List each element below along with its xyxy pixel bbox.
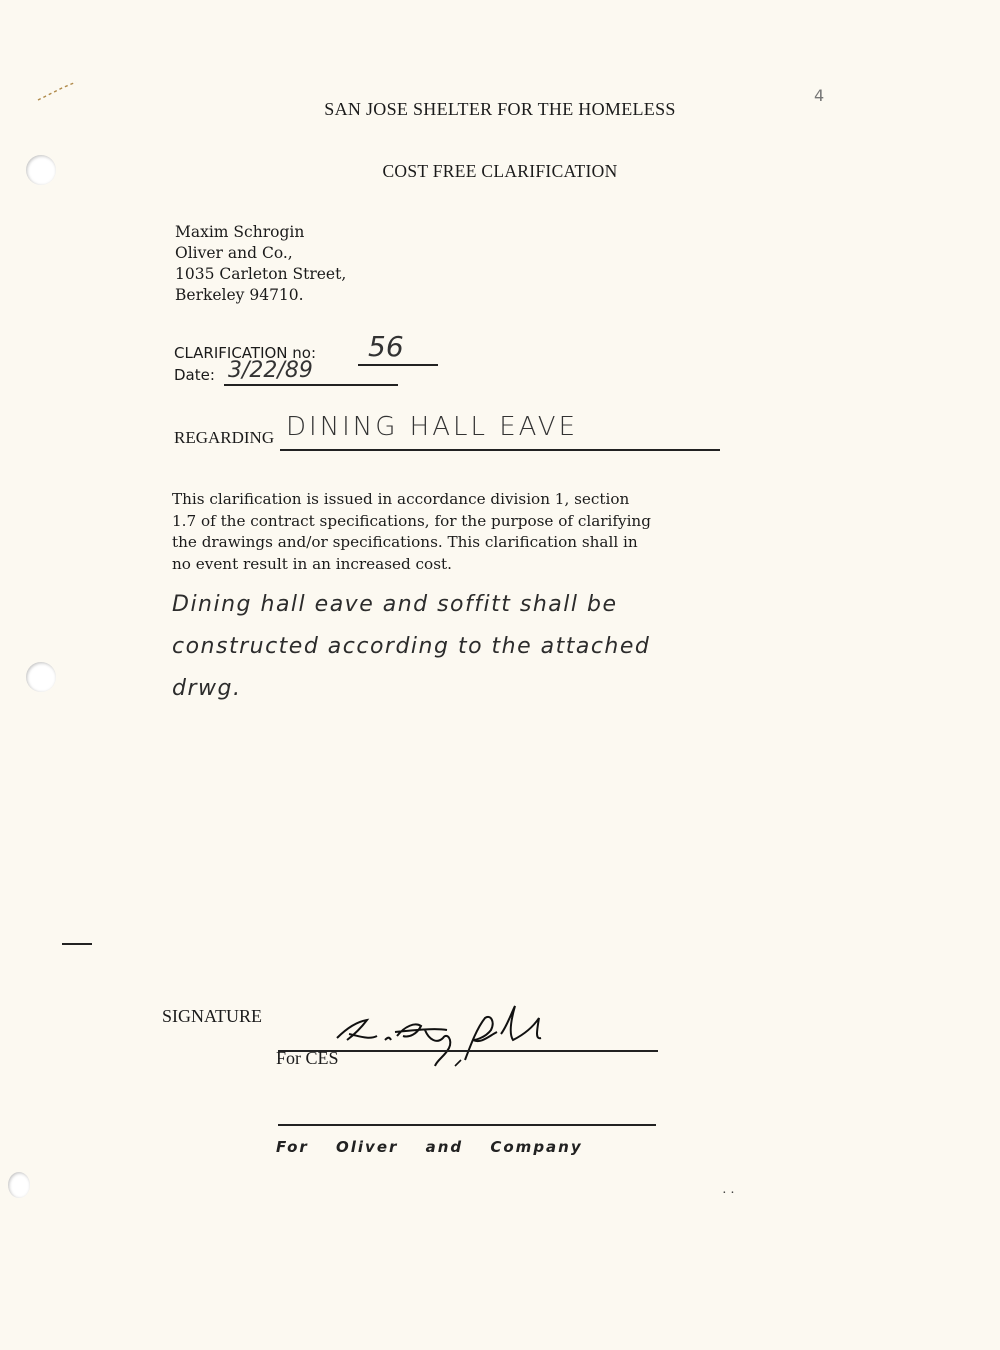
handwritten-line: drwg. [172, 676, 242, 701]
margin-dash [62, 943, 92, 945]
regarding-label: REGARDING [174, 428, 275, 447]
ces-signature [325, 1000, 565, 1070]
oliver-signature-line [278, 1124, 656, 1126]
for-oliver-label: For Oliver and Company [276, 1138, 583, 1156]
statement-line: no event result in an increased cost. [172, 554, 452, 573]
page-number-mark: 4 [814, 86, 825, 105]
handwritten-line: Dining hall eave and soffitt shall be [172, 592, 618, 617]
clarification-number-value: 56 [368, 330, 404, 363]
organization-title: SAN JOSE SHELTER FOR THE HOMELESS [324, 99, 676, 119]
for-ces-label: For CES [276, 1048, 339, 1068]
recipient-name: Maxim Schrogin [175, 223, 305, 241]
date-line [224, 384, 398, 386]
form-title: COST FREE CLARIFICATION [382, 161, 618, 181]
handwritten-note [172, 584, 650, 710]
clarification-number-line [358, 364, 438, 366]
statement-line: 1.7 of the contract specifications, for the purpose of clarifying [172, 511, 651, 530]
recipient-street: 1035 Carleton Street, [175, 265, 347, 283]
date-label: Date: [174, 366, 215, 384]
recipient-city: Berkeley 94710. [175, 286, 304, 304]
regarding-value: DINING HALL EAVE [286, 412, 579, 442]
signature-label: SIGNATURE [162, 1006, 263, 1026]
regarding-line [280, 449, 720, 451]
clarification-number-label: CLARIFICATION no: [174, 344, 317, 362]
clarification-statement [172, 489, 792, 575]
handwritten-line: constructed according to the attached [172, 634, 651, 659]
stray-dots: · · [722, 1186, 735, 1201]
binder-hole-middle [26, 662, 56, 692]
date-value: 3/22/89 [228, 358, 313, 383]
binder-hole-bottom [8, 1172, 30, 1198]
recipient-company: Oliver and Co., [175, 244, 293, 262]
recipient-address [175, 222, 346, 306]
statement-line: This clarification is issued in accordance division 1, section [172, 490, 630, 508]
statement-line: the drawings and/or specifications. This clarification shall in [172, 533, 638, 551]
